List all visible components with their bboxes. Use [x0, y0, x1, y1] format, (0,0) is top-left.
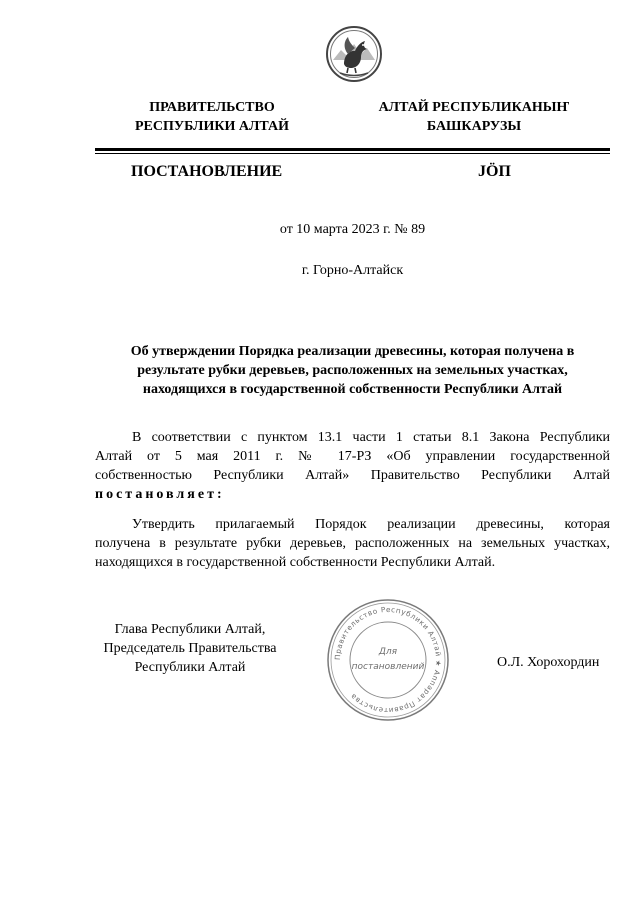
stamp-center-line2: постановлений: [351, 662, 425, 672]
signatory-title: [90, 620, 290, 677]
paragraph-line: В соответствии с пунктом 13.1 части 1 статьи 8.1 Закона Республики: [132, 430, 610, 445]
official-stamp: [325, 597, 451, 723]
title-line: Об утверждении Порядка реализации древесины, которая получена в: [130, 344, 575, 359]
paragraph-line: Алтай от 5 мая 2011 г. № 17-РЗ «Об управлении государственной: [95, 449, 610, 464]
stamp-ring-text: Правительство Республики Алтай ★ Аппарат Правительства: [332, 604, 444, 716]
header-divider-thin: [95, 153, 610, 154]
signatory-name: О.Л. Хорохордин: [497, 655, 600, 670]
signatory-line: Республики Алтай: [134, 660, 246, 675]
signatory-line: Председатель Правительства: [103, 641, 277, 656]
header-right-line2: БАШКАРУЗЫ: [426, 119, 522, 134]
paragraph-line: находящихся в государственной собственности Республики Алтай.: [95, 555, 496, 570]
resolution-paragraph: [95, 515, 610, 572]
document-title: [95, 342, 610, 399]
preamble-paragraph: [95, 428, 610, 504]
title-line: результате рубки деревьев, расположенных на земельных участках,: [137, 363, 568, 378]
header-right-line1: АЛТАЙ РЕСПУБЛИКАНЫҤ: [378, 100, 570, 115]
header-left-line2: РЕСПУБЛИКИ АЛТАЙ: [134, 119, 290, 134]
header-right: [374, 98, 574, 136]
doc-type-russian: ПОСТАНОВЛЕНИЕ: [131, 163, 283, 180]
header-left: [112, 98, 312, 136]
resolves-word: постановляет:: [95, 487, 225, 502]
svg-text:Правительство Республики Алтай: [333, 605, 443, 715]
stamp-center-line1: Для: [378, 647, 398, 657]
paragraph-line: Утвердить прилагаемый Порядок реализации древесины, которая: [132, 517, 610, 532]
city-line: г. Горно-Алтайск: [301, 263, 404, 278]
paragraph-line: получена в результате рубки деревьев, расположенных на земельных участках,: [95, 536, 610, 551]
header-divider-thick: [95, 148, 610, 151]
title-line: находящихся в государственной собственности Республики Алтай: [142, 382, 563, 397]
paragraph-line: собственностью Республики Алтай» Правительство Республики Алтай: [95, 468, 610, 483]
signatory-line: Глава Республики Алтай,: [114, 622, 266, 637]
doc-type-altai: JӦП: [478, 163, 511, 180]
date-number-line: от 10 марта 2023 г. № 89: [279, 222, 426, 237]
coat-of-arms-icon: [324, 24, 384, 84]
header-left-line1: ПРАВИТЕЛЬСТВО: [149, 100, 275, 115]
